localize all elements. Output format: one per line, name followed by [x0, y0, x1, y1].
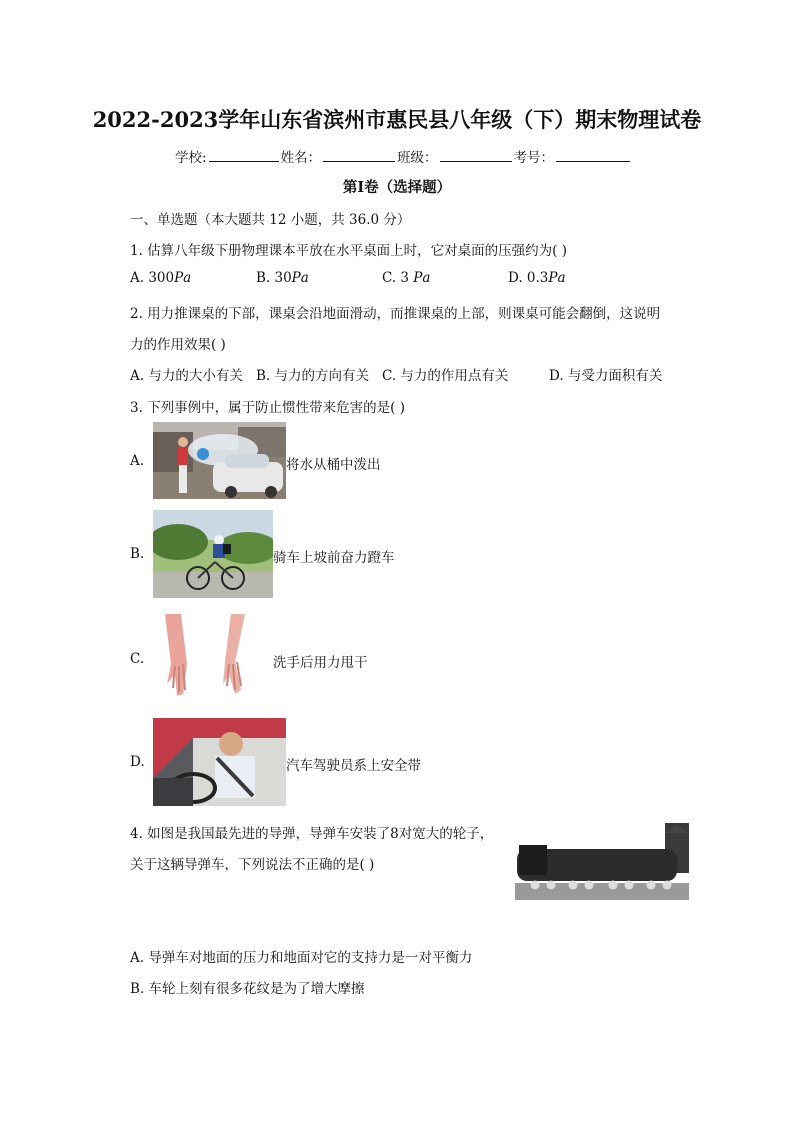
q3-option-b-letter[interactable]: B.: [130, 546, 145, 562]
q3-option-a-text[interactable]: 将水从桶中泼出: [286, 457, 381, 473]
q2-option-c[interactable]: C. 与力的作用点有关: [382, 368, 509, 384]
school-blank[interactable]: [209, 147, 279, 162]
question-3-stem: 3. 下列事例中，属于防止惯性带来危害的是( ): [130, 400, 405, 416]
q4-option-a[interactable]: A. 导弹车对地面的压力和地面对它的支持力是一对平衡力: [130, 950, 473, 966]
q4-option-b[interactable]: B. 车轮上刻有很多花纹是为了增大摩擦: [130, 981, 365, 997]
hands-shaking-photo: [153, 614, 253, 702]
q1-option-a[interactable]: A. 300𝑃𝑎: [130, 270, 192, 286]
section-heading: 第Ⅰ卷（选择题）: [342, 179, 452, 196]
question-2-stem-line1: 2. 用力推课桌的下部，课桌会沿地面滑动，而推课桌的上部，则课桌可能会翻倒，这说明: [130, 306, 661, 322]
q1-option-b[interactable]: B. 30𝑃𝑎: [256, 270, 309, 286]
q1-option-d[interactable]: D. 0.3𝑃𝑎: [508, 270, 566, 286]
question-1-stem: 1. 估算八年级下册物理课本平放在水平桌面上时，它对桌面的压强约为( ): [130, 243, 567, 259]
question-4-stem-line2: 关于这辆导弹车，下列说法不正确的是( ): [130, 857, 375, 873]
part-heading: 一、单选题（本大题共 12 小题，共 36.0 分）: [130, 212, 411, 228]
q3-option-b-text[interactable]: 骑车上坡前奋力蹬车: [273, 550, 395, 566]
missile-vehicle-photo: [515, 823, 689, 900]
name-blank[interactable]: [323, 147, 395, 162]
q3-option-a-letter[interactable]: A.: [130, 453, 145, 469]
question-2-stem-line2: 力的作用效果( ): [130, 337, 226, 353]
q2-option-a[interactable]: A. 与力的大小有关: [130, 368, 243, 384]
q2-option-d[interactable]: D. 与受力面积有关: [549, 368, 663, 384]
number-label: 考号：: [513, 150, 555, 166]
class-blank[interactable]: [440, 147, 512, 162]
q3-option-d-letter[interactable]: D.: [130, 754, 145, 770]
cyclist-photo: [153, 510, 273, 598]
q3-option-c-letter[interactable]: C.: [130, 651, 145, 667]
class-label: 班级：: [397, 150, 438, 166]
question-4-stem-line1: 4. 如图是我国最先进的导弹，导弹车安装了8对宽大的轮子，: [130, 826, 494, 842]
number-blank[interactable]: [556, 147, 630, 162]
exam-title: 2022-2023学年山东省滨州市惠民县八年级（下）期末物理试卷: [92, 107, 702, 132]
q3-option-c-text[interactable]: 洗手后用力甩干: [273, 655, 368, 671]
q3-option-d-text[interactable]: 汽车驾驶员系上安全带: [286, 758, 421, 774]
student-info-line: [175, 146, 632, 166]
q1-option-c[interactable]: C. 3 𝑃𝑎: [382, 270, 431, 286]
name-label: 姓名：: [280, 150, 322, 166]
q2-option-b[interactable]: B. 与力的方向有关: [256, 368, 370, 384]
driver-seatbelt-photo: [153, 718, 286, 806]
school-label: 学校:: [175, 150, 207, 166]
water-splash-photo: [153, 422, 286, 499]
